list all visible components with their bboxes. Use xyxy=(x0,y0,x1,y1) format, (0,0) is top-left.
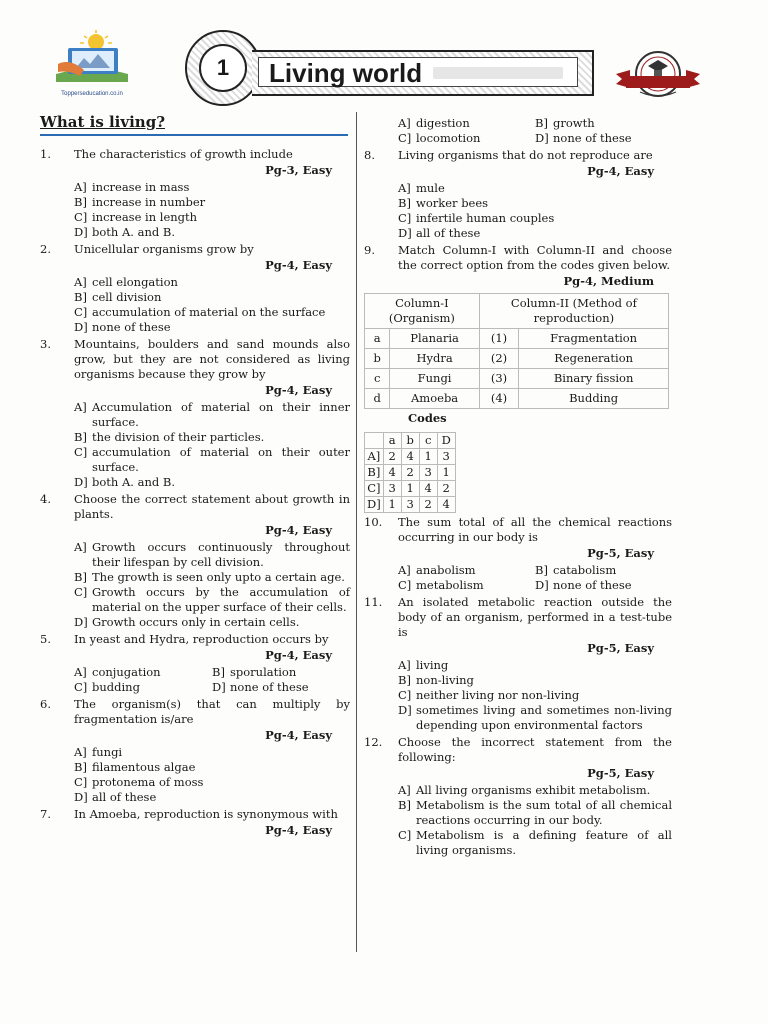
option-text: accumulation of material on the surface xyxy=(92,305,326,319)
option-d xyxy=(74,225,350,240)
option-text: increase in mass xyxy=(92,180,190,194)
codes-row xyxy=(365,465,456,481)
option-text: filamentous algae xyxy=(92,760,196,774)
option-d xyxy=(535,131,672,146)
table-row xyxy=(365,389,669,409)
option-label: B] xyxy=(398,673,411,687)
method-number: (2) xyxy=(479,349,518,369)
publisher-logo-graphic xyxy=(50,30,134,90)
codes-value: 2 xyxy=(437,481,455,497)
option-text: fungi xyxy=(92,745,123,759)
left-column xyxy=(40,147,350,840)
question-1 xyxy=(40,147,350,240)
option-a xyxy=(74,180,350,195)
option-text: worker bees xyxy=(416,196,489,210)
option-label: B] xyxy=(398,196,411,210)
organism: Fungi xyxy=(390,369,479,389)
question-meta: Pg-4, Easy xyxy=(587,164,654,178)
row-letter: d xyxy=(365,389,390,409)
question-text: The characteristics of growth include xyxy=(74,147,293,161)
option-text: none of these xyxy=(92,320,171,334)
option-label: A] xyxy=(74,275,87,289)
question-number: 7. xyxy=(40,807,51,821)
option-text: Metabolism is the sum total of all chemical reactions occurring in our body. xyxy=(416,798,672,827)
option-b xyxy=(74,195,350,210)
column-divider xyxy=(356,112,357,952)
option-b xyxy=(74,570,350,585)
option-label: A] xyxy=(398,563,411,577)
option-text: living xyxy=(416,658,449,672)
option-text: the division of their particles. xyxy=(92,430,265,444)
question-meta: Pg-4, Easy xyxy=(265,648,332,662)
codes-value: 4 xyxy=(437,497,455,513)
question-7 xyxy=(40,807,350,838)
match-table xyxy=(364,293,669,409)
option-a xyxy=(74,665,212,680)
option-label: B] xyxy=(74,570,87,584)
option-label: B] xyxy=(74,195,87,209)
question-4 xyxy=(40,492,350,630)
option-text: Growth occurs by the accumulation of material on the upper surface of their cells. xyxy=(92,585,350,614)
publisher-logo xyxy=(50,30,134,102)
option-text: both A. and B. xyxy=(92,225,175,239)
column-2-header: Column-II (Method of reproduction) xyxy=(479,294,668,329)
codes-value: 3 xyxy=(419,465,437,481)
option-text: increase in length xyxy=(92,210,198,224)
question-3 xyxy=(40,337,350,490)
option-text: infertile human couples xyxy=(416,211,555,225)
codes-table xyxy=(364,432,456,513)
option-text: conjugation xyxy=(92,665,161,679)
option-b xyxy=(398,673,672,688)
option-label: A] xyxy=(74,540,87,554)
codes-option-label: A] xyxy=(365,449,384,465)
codes-value: 2 xyxy=(401,465,419,481)
option-label: B] xyxy=(212,665,225,679)
option-label: D] xyxy=(74,475,88,489)
codes-row xyxy=(365,481,456,497)
chapter-title-box xyxy=(258,57,578,87)
option-label: D] xyxy=(74,225,88,239)
option-b xyxy=(535,116,672,131)
organism: Amoeba xyxy=(390,389,479,409)
option-label: C] xyxy=(398,828,412,842)
chapter-number-badge xyxy=(185,30,261,106)
option-label: B] xyxy=(74,290,87,304)
codes-corner xyxy=(365,433,384,449)
option-label: D] xyxy=(74,320,88,334)
option-label: B] xyxy=(74,430,87,444)
question-text: An isolated metabolic reaction outside the body of an organism, performed in a test-tube is xyxy=(398,595,672,639)
option-d xyxy=(74,790,350,805)
option-text: protonema of moss xyxy=(92,775,204,789)
option-text: increase in number xyxy=(92,195,206,209)
option-b xyxy=(74,760,350,775)
option-row xyxy=(398,116,672,131)
option-b xyxy=(212,665,350,680)
option-a xyxy=(398,181,672,196)
option-d xyxy=(535,578,672,593)
question-text: The sum total of all the chemical reactions occurring in our body is xyxy=(398,515,672,544)
question-9 xyxy=(364,243,672,513)
table-row xyxy=(365,329,669,349)
publisher-logo-caption: Topperseducation.co.in xyxy=(61,91,123,97)
chapter-title-banner xyxy=(252,50,594,96)
question-text: The organism(s) that can multiply by fragmentation is/are xyxy=(74,697,350,726)
header xyxy=(0,0,768,120)
option-text: Accumulation of material on their inner surface. xyxy=(92,400,350,429)
option-text: none of these xyxy=(230,680,309,694)
question-text: Mountains, boulders and sand mounds also grow, but they are not considered as living organisms because they grow by xyxy=(74,337,350,381)
match-table-header xyxy=(365,294,669,329)
option-text: Metabolism is a defining feature of all living organisms. xyxy=(416,828,672,857)
option-label: C] xyxy=(398,578,412,592)
option-text: catabolism xyxy=(553,563,617,577)
option-c xyxy=(398,211,672,226)
codes-option-label: C] xyxy=(365,481,384,497)
question-meta: Pg-5, Easy xyxy=(587,641,654,655)
codes-value: 3 xyxy=(437,449,455,465)
question-5 xyxy=(40,632,350,695)
option-label: C] xyxy=(74,585,88,599)
question-6 xyxy=(40,697,350,805)
question-text: Choose the incorrect statement from the following: xyxy=(398,735,672,764)
option-text: budding xyxy=(92,680,140,694)
codes-header: b xyxy=(401,433,419,449)
option-c xyxy=(74,775,350,790)
right-column xyxy=(364,116,672,860)
method-number: (3) xyxy=(479,369,518,389)
option-d xyxy=(398,226,672,241)
option-text: All living organisms exhibit metabolism. xyxy=(416,783,651,797)
question-10 xyxy=(364,515,672,593)
codes-value: 1 xyxy=(419,449,437,465)
option-c xyxy=(74,305,350,320)
question-meta: Pg-4, Easy xyxy=(265,823,332,837)
question-number: 4. xyxy=(40,492,51,506)
option-d xyxy=(74,615,350,630)
option-label: B] xyxy=(535,116,548,130)
question-meta: Pg-4, Easy xyxy=(265,523,332,537)
option-d xyxy=(212,680,350,695)
option-b xyxy=(74,290,350,305)
option-label: C] xyxy=(74,305,88,319)
option-row xyxy=(74,680,350,695)
option-row xyxy=(398,131,672,146)
option-b xyxy=(398,798,672,828)
question-text: Unicellular organisms grow by xyxy=(74,242,254,256)
question-text: Living organisms that do not reproduce are xyxy=(398,148,653,162)
option-label: D] xyxy=(535,131,549,145)
row-letter: c xyxy=(365,369,390,389)
option-a xyxy=(398,658,672,673)
option-label: D] xyxy=(212,680,226,694)
emblem-logo-graphic xyxy=(610,44,706,108)
option-a xyxy=(74,745,350,760)
option-text: mule xyxy=(416,181,445,195)
question-text: In Amoeba, reproduction is synonymous with xyxy=(74,807,338,821)
option-text: none of these xyxy=(553,131,632,145)
option-label: C] xyxy=(74,680,88,694)
method: Binary fission xyxy=(519,369,669,389)
option-c xyxy=(74,585,350,615)
codes-value: 1 xyxy=(383,497,401,513)
codes-value: 2 xyxy=(419,497,437,513)
question-11 xyxy=(364,595,672,733)
question-12 xyxy=(364,735,672,858)
codes-value: 3 xyxy=(401,497,419,513)
question-meta: Pg-5, Easy xyxy=(587,546,654,560)
option-text: all of these xyxy=(92,790,157,804)
option-a xyxy=(398,563,535,578)
chapter-title-decoration xyxy=(433,67,563,79)
question-number: 6. xyxy=(40,697,51,711)
question-meta: Pg-5, Easy xyxy=(587,766,654,780)
option-label: A] xyxy=(74,180,87,194)
codes-row xyxy=(365,449,456,465)
codes-option-label: D] xyxy=(365,497,384,513)
option-label: A] xyxy=(74,745,87,759)
option-label: A] xyxy=(74,400,87,414)
question-meta: Pg-4, Easy xyxy=(265,258,332,272)
option-c xyxy=(398,578,535,593)
column-1-header: Column-I (Organism) xyxy=(365,294,480,329)
method-number: (4) xyxy=(479,389,518,409)
question-2 xyxy=(40,242,350,335)
option-d xyxy=(74,320,350,335)
codes-value: 2 xyxy=(383,449,401,465)
question-number: 1. xyxy=(40,147,51,161)
option-label: D] xyxy=(398,226,412,240)
option-text: The growth is seen only upto a certain age. xyxy=(92,570,345,584)
option-text: locomotion xyxy=(416,131,481,145)
option-text: Growth occurs continuously throughout their lifespan by cell division. xyxy=(92,540,350,569)
codes-value: 4 xyxy=(383,465,401,481)
option-b xyxy=(74,430,350,445)
option-text: sporulation xyxy=(230,665,297,679)
method: Budding xyxy=(519,389,669,409)
option-text: digestion xyxy=(416,116,470,130)
method-number: (1) xyxy=(479,329,518,349)
option-label: C] xyxy=(74,210,88,224)
codes-value: 1 xyxy=(401,481,419,497)
option-label: B] xyxy=(535,563,548,577)
question-meta: Pg-4, Easy xyxy=(265,383,332,397)
option-label: D] xyxy=(74,615,88,629)
option-label: C] xyxy=(398,688,412,702)
option-label: D] xyxy=(535,578,549,592)
option-label: B] xyxy=(398,798,411,812)
question-number: 3. xyxy=(40,337,51,351)
option-a xyxy=(74,400,350,430)
question-8 xyxy=(364,148,672,241)
option-text: Growth occurs only in certain cells. xyxy=(92,615,300,629)
option-label: C] xyxy=(398,211,412,225)
emblem-logo xyxy=(610,44,706,108)
table-row xyxy=(365,369,669,389)
organism: Hydra xyxy=(390,349,479,369)
option-text: growth xyxy=(553,116,595,130)
codes-row xyxy=(365,497,456,513)
option-a xyxy=(398,116,535,131)
row-letter: b xyxy=(365,349,390,369)
question-meta: Pg-4, Easy xyxy=(265,728,332,742)
codes-value: 4 xyxy=(419,481,437,497)
option-a xyxy=(398,783,672,798)
option-label: B] xyxy=(74,760,87,774)
option-text: neither living nor non-living xyxy=(416,688,580,702)
chapter-title: Living world xyxy=(269,58,423,88)
option-label: D] xyxy=(398,703,412,717)
option-text: anabolism xyxy=(416,563,476,577)
codes-header: D xyxy=(437,433,455,449)
option-label: A] xyxy=(398,116,411,130)
option-label: A] xyxy=(398,658,411,672)
codes-option-label: B] xyxy=(365,465,384,481)
question-number: 11. xyxy=(364,595,383,609)
option-row xyxy=(398,578,672,593)
option-a xyxy=(74,275,350,290)
option-label: A] xyxy=(398,783,411,797)
option-d xyxy=(74,475,350,490)
question-7-options xyxy=(364,116,672,146)
method: Fragmentation xyxy=(519,329,669,349)
question-number: 9. xyxy=(364,243,375,257)
question-number: 12. xyxy=(364,735,383,749)
option-row xyxy=(74,665,350,680)
option-text: none of these xyxy=(553,578,632,592)
option-c xyxy=(74,445,350,475)
chapter-number: 1 xyxy=(199,44,247,92)
option-text: cell elongation xyxy=(92,275,178,289)
row-letter: a xyxy=(365,329,390,349)
question-meta: Pg-4, Medium xyxy=(563,274,654,288)
codes-header: c xyxy=(419,433,437,449)
table-row xyxy=(365,349,669,369)
codes-value: 4 xyxy=(401,449,419,465)
question-text: In yeast and Hydra, reproduction occurs by xyxy=(74,632,329,646)
option-a xyxy=(74,540,350,570)
option-c xyxy=(398,131,535,146)
option-b xyxy=(535,563,672,578)
option-text: metabolism xyxy=(416,578,484,592)
option-label: C] xyxy=(74,775,88,789)
question-number: 8. xyxy=(364,148,375,162)
option-label: D] xyxy=(74,790,88,804)
option-text: all of these xyxy=(416,226,481,240)
question-number: 2. xyxy=(40,242,51,256)
option-text: accumulation of material on their outer surface. xyxy=(92,445,350,474)
organism: Planaria xyxy=(390,329,479,349)
option-text: both A. and B. xyxy=(92,475,175,489)
codes-header-row xyxy=(365,433,456,449)
codes-title: Codes xyxy=(408,411,447,425)
codes-value: 1 xyxy=(437,465,455,481)
question-text: Choose the correct statement about growth in plants. xyxy=(74,492,350,521)
option-b xyxy=(398,196,672,211)
question-number: 5. xyxy=(40,632,51,646)
option-text: sometimes living and sometimes non-living depending upon environmental factors xyxy=(416,703,672,732)
option-label: C] xyxy=(74,445,88,459)
option-text: non-living xyxy=(416,673,474,687)
option-c xyxy=(398,828,672,858)
question-number: 10. xyxy=(364,515,383,529)
question-text: Match Column-I with Column-II and choose the correct option from the codes given below. xyxy=(398,243,672,272)
method: Regeneration xyxy=(519,349,669,369)
question-meta: Pg-3, Easy xyxy=(265,163,332,177)
option-row xyxy=(398,563,672,578)
option-c xyxy=(74,680,212,695)
section-title: What is living? xyxy=(40,113,165,131)
option-label: A] xyxy=(398,181,411,195)
option-label: A] xyxy=(74,665,87,679)
option-text: cell division xyxy=(92,290,162,304)
option-label: C] xyxy=(398,131,412,145)
section-underline xyxy=(40,134,348,136)
option-d xyxy=(398,703,672,733)
codes-header: a xyxy=(383,433,401,449)
codes-value: 3 xyxy=(383,481,401,497)
option-c xyxy=(74,210,350,225)
option-c xyxy=(398,688,672,703)
